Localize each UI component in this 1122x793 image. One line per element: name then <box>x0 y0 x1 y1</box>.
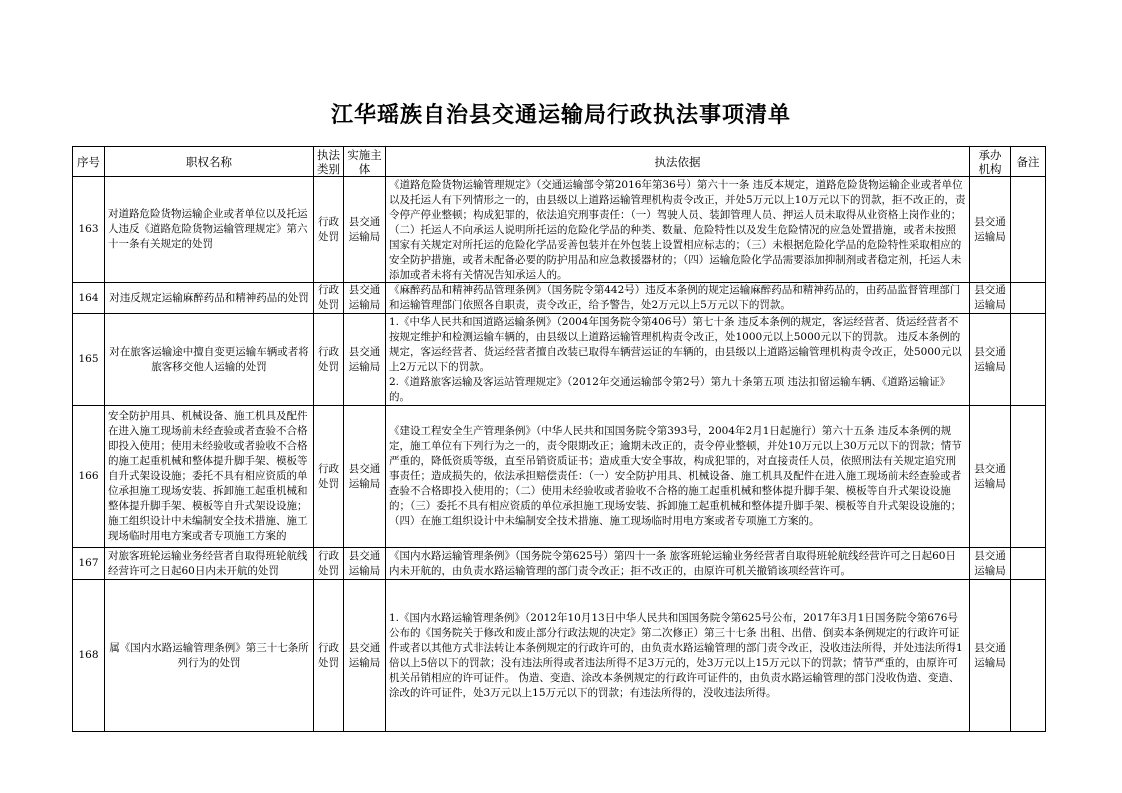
row-note <box>1011 580 1046 732</box>
table-row <box>73 177 1046 283</box>
basis-paragraph: 《国内水路运输管理条例》（国务院令第625号）第四十一条 旅客班轮运输业务经营者自取得班轮航线经营许可之日起60日内未开航的，由负责水路运输管理的部门责令改正；拒不改正的，由原许可机关撤销该项经营许可。 <box>389 549 956 577</box>
enforcement-table <box>72 146 1046 732</box>
header-note: 备注 <box>1011 147 1046 177</box>
row-note <box>1011 177 1046 283</box>
row-seq: 163 <box>73 177 105 283</box>
row-subject: 县交通运输局 <box>344 580 386 732</box>
row-dept: 县交通运输局 <box>970 177 1011 283</box>
row-dept: 县交通运输局 <box>970 548 1011 580</box>
row-seq: 164 <box>73 283 105 314</box>
row-name <box>105 406 314 548</box>
row-dept: 县交通运输局 <box>970 314 1011 406</box>
row-basis <box>386 283 970 314</box>
header-subject: 实施主体 <box>344 147 386 177</box>
header-category: 执法类别 <box>314 147 344 177</box>
basis-paragraph: 2.《道路旅客运输及客运站管理规定》（2012年交通运输部令第2号）第九十条第五项 违法扣留运输车辆、《道路运输证》的。 <box>389 375 951 403</box>
header-basis: 执法依据 <box>386 147 970 177</box>
row-name-text: 对道路危险货物运输企业或者单位以及托运人违反《道路危险货物运输管理规定》第六十一条有关规定的处罚 <box>108 208 308 250</box>
row-subject: 县交通运输局 <box>344 283 386 314</box>
row-basis <box>386 314 970 406</box>
row-basis <box>386 580 970 732</box>
page-title: 江华瑶族自治县交通运输局行政执法事项清单 <box>330 102 791 128</box>
basis-paragraph: 1.《中华人民共和国道路运输条例》（2004年国务院令第406号）第七十条 违反本条例的规定，客运经营者、货运经营者不按规定维护和检测运输车辆的，由县级以上道路运输管理机构责令改正，处1000元以上5000元以下的罚款。 违反本条例的规定，客运经营者、货运经营者擅自改装已取得车辆营运证的车辆的，由县级以上道路运输管理机构责令改正，处5000元以上2万元以下的罚款。 <box>389 315 962 373</box>
header-dept: 承办机构 <box>970 147 1011 177</box>
row-dept: 县交通运输局 <box>970 283 1011 314</box>
table-row <box>73 580 1046 732</box>
row-category: 行政处罚 <box>314 548 344 580</box>
header-name: 职权名称 <box>105 147 314 177</box>
basis-paragraph: 1.《国内水路运输管理条例》（2012年10月13日中华人民共和国国务院令第625号公布，2017年3月1日国务院令第676号公布的《国务院关于修改和废止部分行政法规的决定》第二次修正）第三十七条 出租、出借、倒卖本条例规定的行政许可证件或者以其他方式非法转让本条例规定的行政许可的，由负责水路运输管理的部门责令改正，没收违法所得，并处违法所得1倍以上5倍以下的罚款；没有违法所得或者违法所得不足3万元的，处3万元以上15万元以下的罚款；情节严重的，由原许可机关吊销相应的许可证件。 伪造、变造、涂改本条例规定的行政许可证件的，由负责水路运输管理的部门没收伪造、变造、涂改的许可证件，处3万元以上15万元以下的罚款；有违法所得的，没收违法所得。 <box>389 611 963 699</box>
table-row <box>73 314 1046 406</box>
row-name-text: 属《国内水路运输管理条例》第三十七条所列行为的处罚 <box>109 641 309 669</box>
table-header-row <box>73 147 1046 177</box>
row-dept: 县交通运输局 <box>970 580 1011 732</box>
row-note <box>1011 314 1046 406</box>
row-name <box>105 548 314 580</box>
row-seq: 165 <box>73 314 105 406</box>
row-subject: 县交通运输局 <box>344 314 386 406</box>
row-seq: 166 <box>73 406 105 548</box>
row-seq: 168 <box>73 580 105 732</box>
row-note <box>1011 406 1046 548</box>
basis-paragraph: 《道路危险货物运输管理规定》（交通运输部令第2016年第36号）第六十一条 违反本规定，道路危险货物运输企业或者单位以及托运人有下列情形之一的，由县级以上道路运输管理机构责令改正，并处5万元以上10万元以下的罚款，拒不改正的，责令停产停业整顿；构成犯罪的，依法追究刑事责任：（一）驾驶人员、装卸管理人员、押运人员未取得从业资格上岗作业的；（二）托运人不向承运人说明所托运的危险化学品的种类、数量、危险特性以及发生危险情况的应急处置措施，或者未按照国家有关规定对所托运的危险化学品妥善包装并在外包装上设置相应标志的；（三）未根据危险化学品的危险特性采取相应的安全防护措施，或者未配备必要的防护用品和应急救援器材的；（四）运输危险化学品需要添加抑制剂或者稳定剂，托运人未添加或者未将有关情况告知承运人的。 <box>389 178 966 281</box>
row-category: 行政处罚 <box>314 177 344 283</box>
row-seq: 167 <box>73 548 105 580</box>
row-name-text: 对违反规定运输麻醉药品和精神药品的处罚 <box>109 291 309 304</box>
table-row <box>73 406 1046 548</box>
row-dept: 县交通运输局 <box>970 406 1011 548</box>
row-subject: 县交通运输局 <box>344 548 386 580</box>
row-basis <box>386 177 970 283</box>
row-category: 行政处罚 <box>314 580 344 732</box>
row-basis <box>386 406 970 548</box>
row-name <box>105 314 314 406</box>
row-name <box>105 580 314 732</box>
row-category: 行政处罚 <box>314 406 344 548</box>
row-category: 行政处罚 <box>314 314 344 406</box>
row-category: 行政处罚 <box>314 283 344 314</box>
row-name-text: 安全防护用具、机械设备、施工机具及配件在进入施工现场前未经查验或者查验不合格即投入使用；使用未经验收或者验收不合格的施工起重机械和整体提升脚手架、模板等自升式架设设施；委托不具有相应资质的单位承担施工现场安装、拆卸施工起重机械和整体提升脚手架、模板等自升式架设设施；施工组织设计中未编制安全技术措施、施工现场临时用电方案或者专项施工方案的 <box>108 410 308 542</box>
basis-paragraph: 《建设工程安全生产管理条例》（中华人民共和国国务院令第393号，2004年2月1日起施行）第六十五条 违反本条例的规定，施工单位有下列行为之一的，责令限期改正；逾期未改正的，责令停业整顿，并处10万元以上30万元以下的罚款；情节严重的，降低资质等级，直至吊销资质证书；造成重大安全事故，构成犯罪的，对直接责任人员，依照刑法有关规定追究刑事责任；造成损失的，依法承担赔偿责任：（一）安全防护用具、机械设备、施工机具及配件在进入施工现场前未经查验或者查验不合格即投入使用的；（二）使用未经验收或者验收不合格的施工起重机械和整体提升脚手架、模板等自升式架设设施的；（三）委托不具有相应资质的单位承担施工现场安装、拆卸施工起重机械和整体提升脚手架、模板等自升式架设设施的；（四）在施工组织设计中未编制安全技术措施、施工现场临时用电方案或者专项施工方案的。 <box>389 425 962 527</box>
row-subject: 县交通运输局 <box>344 406 386 548</box>
row-name-text: 对旅客班轮运输业务经营者自取得班轮航线经营许可之日起60日内未开航的处罚 <box>108 549 308 577</box>
row-note <box>1011 283 1046 314</box>
row-subject: 县交通运输局 <box>344 177 386 283</box>
row-name-text: 对在旅客运输途中擅自变更运输车辆或者将旅客移交他人运输的处罚 <box>109 345 309 373</box>
row-note <box>1011 548 1046 580</box>
table-row <box>73 283 1046 314</box>
table-row <box>73 548 1046 580</box>
basis-paragraph: 《麻醉药品和精神药品管理条例》（国务院令第442号）违反本条例的规定运输麻醉药品和精神药品的，由药品监督管理部门和运输管理部门依照各自职责，责令改正，给予警告，处2万元以上5万元以下的罚款。 <box>389 284 961 311</box>
row-basis <box>386 548 970 580</box>
header-seq: 序号 <box>73 147 105 177</box>
row-name <box>105 177 314 283</box>
row-name <box>105 283 314 314</box>
